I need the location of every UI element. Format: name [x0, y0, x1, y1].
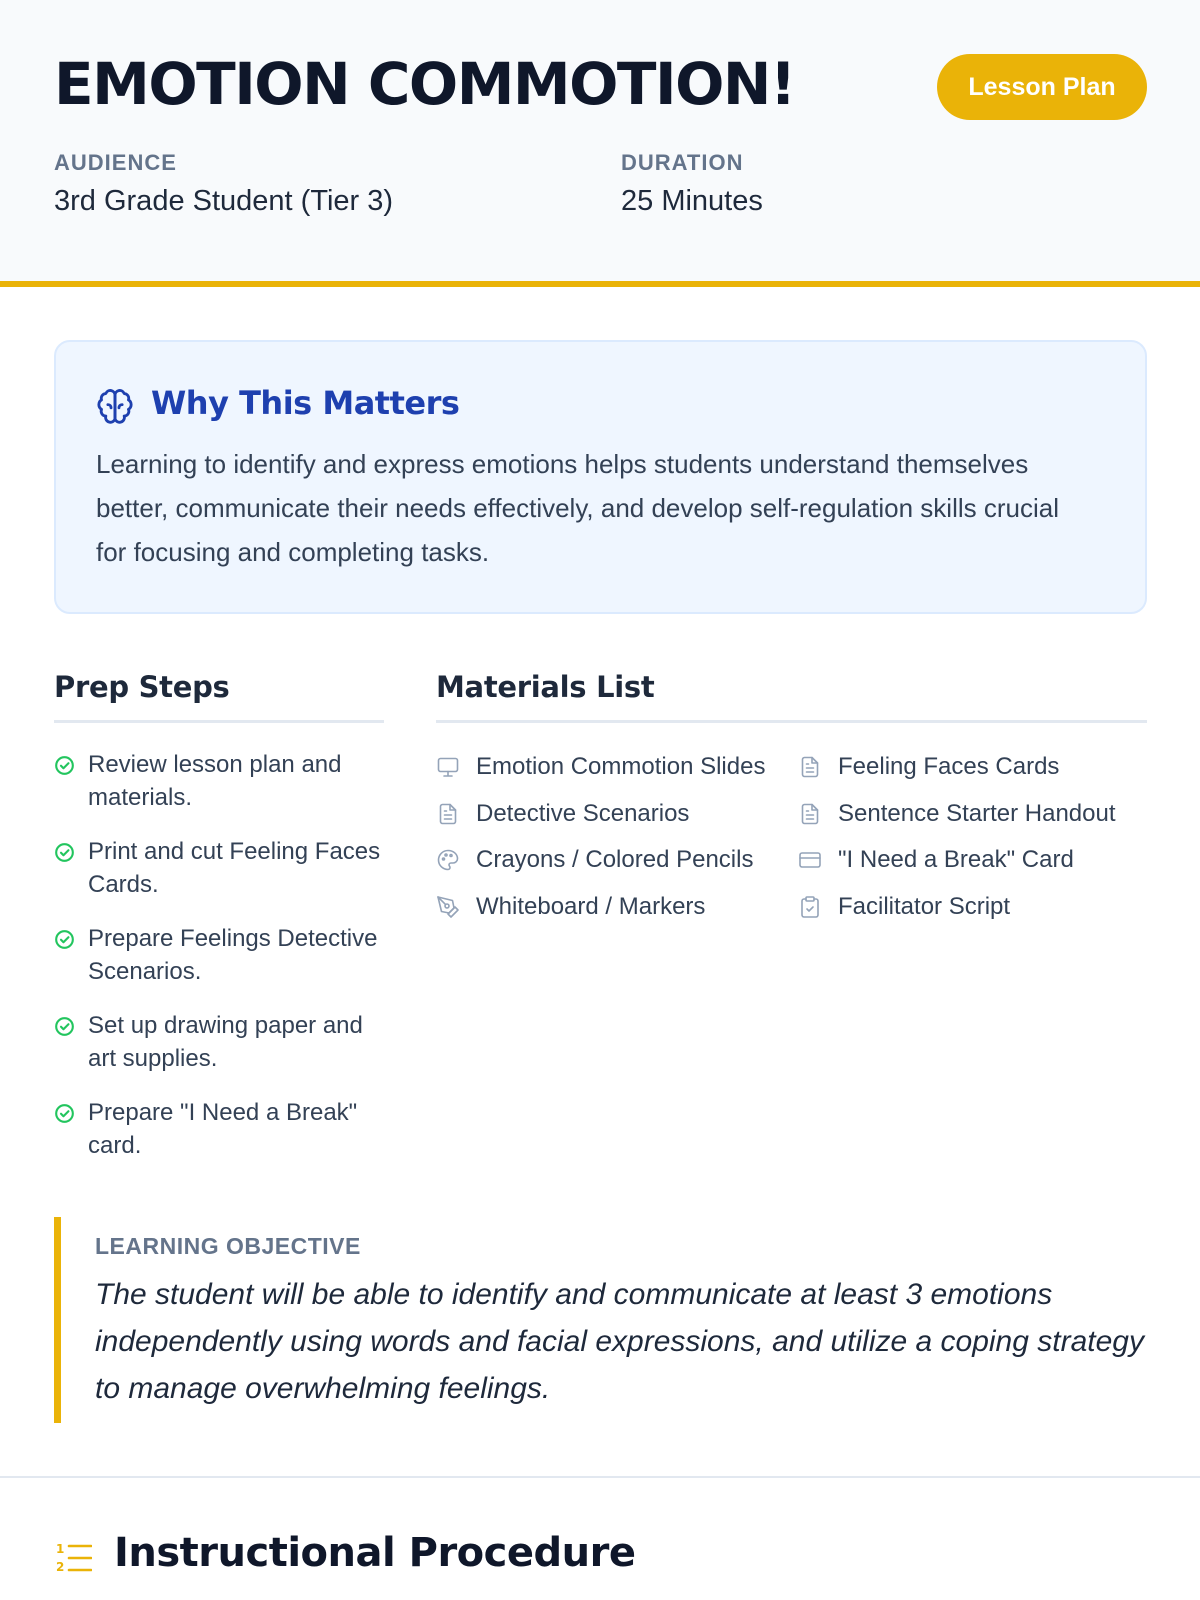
prep-step-text: Print and cut Feeling Faces Cards. — [88, 838, 381, 898]
prep-step-item — [54, 922, 384, 988]
check-circle-icon — [54, 1103, 75, 1124]
check-circle-icon — [54, 842, 75, 863]
prep-steps-list — [54, 748, 384, 1183]
prep-step-text: Review lesson plan and materials. — [88, 751, 342, 811]
prep-step-item — [54, 835, 384, 901]
prep-step-item — [54, 748, 384, 814]
material-label: Facilitator Script — [838, 893, 1011, 920]
material-label: Crayons / Colored Pencils — [476, 846, 754, 873]
prep-step-text: Prepare "I Need a Break" card. — [88, 1099, 358, 1159]
prep-steps-divider — [54, 720, 384, 723]
clipboard-icon — [798, 895, 822, 919]
material-label: Emotion Commotion Slides — [476, 753, 766, 780]
pen-icon — [436, 895, 460, 919]
section-divider — [0, 1476, 1200, 1478]
card-icon — [798, 848, 822, 872]
svg-text:1: 1 — [56, 1542, 65, 1556]
page-title: EMOTION COMMOTION! — [54, 50, 795, 118]
header — [0, 0, 1200, 287]
prep-step-item — [54, 1009, 384, 1075]
document-icon — [798, 755, 822, 779]
prep-steps-title: Prep Steps — [54, 670, 230, 704]
duration-label: DURATION — [621, 150, 744, 175]
why-this-matters-text: Learning to identify and express emotions helps students understand themselves better, communicate their needs effectively, and develop self-regulation skills crucial for focusing and completing tasks. — [96, 449, 1059, 567]
lesson-plan-badge: Lesson Plan — [937, 54, 1147, 120]
why-this-matters-title: Why This Matters — [151, 384, 460, 422]
svg-text:2: 2 — [56, 1560, 65, 1574]
material-label: Sentence Starter Handout — [838, 800, 1116, 827]
document-icon — [798, 802, 822, 826]
materials-list-divider — [436, 720, 1147, 723]
instructional-procedure-title: Instructional Procedure — [114, 1530, 636, 1576]
learning-objective — [54, 1217, 1147, 1423]
numbered-list-icon — [56, 1541, 92, 1575]
audience-label: AUDIENCE — [54, 150, 177, 175]
prep-step-item — [54, 1096, 384, 1162]
why-this-matters-card — [54, 340, 1147, 614]
material-label: Feeling Faces Cards — [838, 753, 1060, 780]
learning-objective-text: The student will be able to identify and communicate at least 3 emotions independently using words and facial expressions, and utilize a coping strategy to manage overwhelming feelings. — [95, 1278, 1144, 1405]
check-circle-icon — [54, 929, 75, 950]
materials-list-title: Materials List — [436, 670, 655, 704]
brain-icon — [96, 388, 134, 426]
material-label: "I Need a Break" Card — [838, 846, 1074, 873]
palette-icon — [436, 848, 460, 872]
learning-objective-label: LEARNING OBJECTIVE — [95, 1233, 361, 1259]
audience-value: 3rd Grade Student (Tier 3) — [54, 185, 394, 217]
prep-step-text: Prepare Feelings Detective Scenarios. — [88, 925, 378, 985]
check-circle-icon — [54, 1016, 75, 1037]
monitor-icon — [436, 755, 460, 779]
prep-step-text: Set up drawing paper and art supplies. — [88, 1012, 363, 1072]
check-circle-icon — [54, 755, 75, 776]
material-label: Whiteboard / Markers — [476, 893, 706, 920]
document-icon — [436, 802, 460, 826]
duration-value: 25 Minutes — [621, 185, 763, 217]
material-label: Detective Scenarios — [476, 800, 690, 827]
